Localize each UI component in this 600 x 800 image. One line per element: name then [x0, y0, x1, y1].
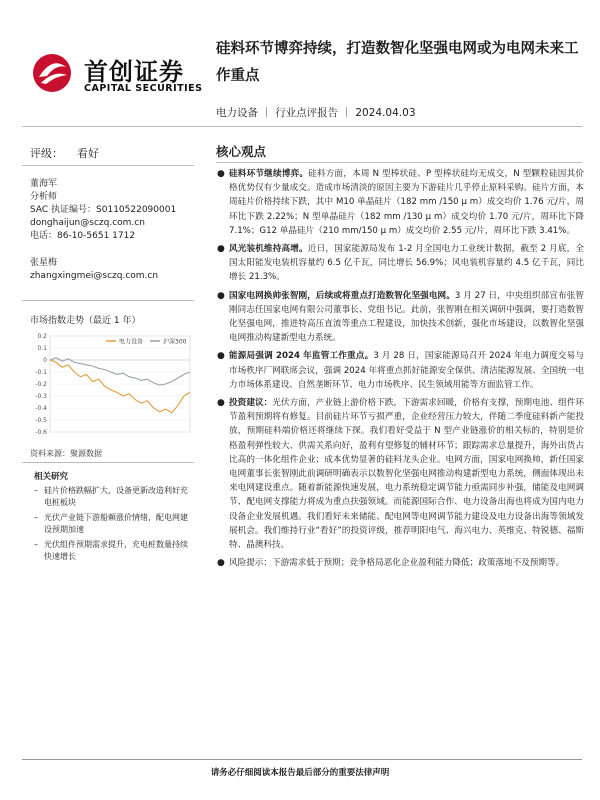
y-tick-label: -0.1	[35, 369, 47, 376]
y-tick-label: -0.6	[35, 429, 47, 436]
disclaimer: 请务必仔细阅读本报告最后部分的重要法律声明	[210, 768, 390, 778]
bullet-head: 风光装机维持高增。	[229, 244, 308, 255]
bullet-capacity	[216, 242, 584, 285]
bullet-head: 能源局强调 2024 年监管工作重点。	[229, 351, 374, 362]
report-type: 行业点评报告	[275, 107, 339, 119]
analyst-name: 张星梅	[30, 258, 58, 268]
related-item[interactable]: – 光伏组件预期需求提升，充电桩数量持续快速增长	[34, 539, 192, 563]
brand-name-en: CAPITAL SECURITIES	[84, 83, 203, 94]
bullet-head: 硅料环节继续博弈。	[229, 169, 309, 179]
analyst-phone: 电话：86-10-5651 1712	[30, 231, 136, 241]
report-meta: 电力设备 ｜ 行业点评报告 ｜ 2024.04.03	[216, 107, 416, 119]
bullet-icon: ●	[217, 169, 225, 179]
header-divider	[22, 126, 582, 127]
y-tick-label: -0.5	[35, 417, 47, 424]
bullet-regulation	[216, 349, 584, 392]
y-tick-label: -0.2	[35, 381, 47, 388]
bullet-supply	[216, 167, 584, 238]
rating-label: 评级：	[30, 147, 63, 160]
rating-value: 看好	[77, 147, 99, 160]
y-tick-label: 0.1	[37, 345, 47, 352]
core-title: 核心观点	[216, 144, 267, 159]
report-title: 硅料环节博弈持续，打造数智化坚强电网或为电网未来工作重点	[216, 41, 579, 84]
bullet-icon: ●	[217, 351, 225, 362]
related-item[interactable]: – 硅片价格跌幅扩大，设备更新改造利好充电桩板块	[34, 485, 192, 509]
series-line-index	[50, 358, 190, 386]
y-tick-label: 0.2	[37, 333, 47, 340]
analyst-email: zhangxingmei@sczq.com.cn	[30, 271, 159, 281]
report-date: 2024.04.03	[355, 107, 416, 119]
bullet-icon: ●	[217, 244, 225, 255]
rating	[30, 145, 113, 161]
bullet-body: 3 月 27 日，中央组织部宣布张智刚同志任国家电网有限公司董事长、党组书记。此前，张智刚在相关调研中强调，要打造数智化坚强电网，推进特高压直流等重点工程建设，加快技术创新，强化市场建设，以数智化坚强电网推动构建新型电力系统。	[229, 290, 584, 344]
analyst-2	[30, 257, 158, 283]
source-divider	[22, 462, 194, 463]
analyst-email: donghaijun@sczq.com.cn	[30, 218, 145, 228]
series-line-sector	[50, 360, 190, 413]
market-index-chart	[26, 330, 194, 438]
related-item[interactable]: – 光伏产业链下游船頼涨价情绪，配电网建设预期加速	[34, 512, 192, 536]
y-tick-label: -0.3	[35, 393, 47, 400]
analyst-divider	[22, 300, 194, 301]
bullet-icon: ●	[217, 290, 225, 301]
bullet-icon: ●	[217, 398, 225, 409]
analyst-license: SAC 执证编号：S0110522090001	[30, 205, 177, 215]
related-title: 相关研究	[34, 472, 69, 482]
core-bullets	[216, 167, 584, 574]
industry: 电力设备	[216, 107, 258, 119]
bullet-body: 光伏方面，产业链上游价格下跌，下游需求回暖，价格有支撑，预期电池、组件环节盈利预期将有修复。目前硅片环节亏损严重，企业经营压力较大，伴随二季度硅料新产能投放，预期硅料端价格还将继续下探。我们看好受益于 N 型产业链涨价的相关标的，特别是价格盈利弹性较大、供需关系向好，盈利有望修复的辅材环节；跟踪需求总量提升，海外出货占比高的一体化组件企业；成本优势显著的硅料龙头企业。电网方面，国家电网换帅，新任国家电网董事长张智刚此前调研明确表示以数智化坚强电网推动构建新型电力系统，侧面体现出未来电网建设重点。随着新能源快速发展，电力系统稳定调节能力亟需同步补强，储能及电网调节、配电网支撑能力将成为重点扶强领域。而能源国际合作、电力设备出海也将成为国内电力设备企业发展机遇。我们看好未来储能、配电网等电网调节能力建设及电力设备出海等领域发展机会。我们维持行业“看好”的投资评级，推荐明阳电气、海兴电力、英维克、特锐德、福斯特、晶澳科技。	[229, 398, 584, 551]
legend-label: 电力设备	[119, 338, 144, 346]
brand-name-cn: 首创证券	[84, 58, 184, 86]
bullet-risk	[216, 556, 584, 570]
analyst-name: 董海军	[30, 179, 58, 189]
chart-title: 市场指数走势（最近 1 年）	[30, 316, 141, 326]
rating-divider	[22, 165, 194, 166]
analyst-role: 分析师	[30, 192, 58, 202]
bullet-investment	[216, 396, 584, 552]
bullet-body: 近日，国家能源局发布 1-2 月全国电力工业统计数据，截至 2 月底，全国太阳能发电装机容量约 6.5 亿千瓦，同比增长 56.9%；风电装机容量约 4.5 亿千瓦，同比增长 21.3%。	[229, 244, 584, 283]
y-tick-label: -0.4	[35, 405, 47, 412]
bullet-body: 硅料方面，本周 N 型棒状硅、P 型棒状硅均无成交，N 型颗粒硅因其价格优势仅有少量成交。造成市场清淡的原因主要为下游硅片几乎停止原料采购。硅片方面，本周硅片价格持续下跌，其中 M10 单晶硅片（182 mm /150 μ m）成交均价 1.76 元/片，周环比下跌 2.22%；N 型单晶硅片（182 mm /130 μ m）成交均价 1.70 元/片，周环比下降 7.1%；G12 单晶硅片（210 mm/150 μ m）成交均价 2.55 元/片，周环比下跌 3.41%。	[229, 169, 584, 236]
bullet-grid	[216, 289, 584, 346]
related-list	[34, 485, 192, 566]
bullet-head: 国家电网换帅张智刚，后续或将重点打造数智化坚强电网。	[229, 290, 455, 301]
core-divider	[216, 162, 582, 163]
analyst-1	[30, 178, 176, 243]
bullet-icon: ●	[217, 558, 225, 569]
bullet-head: 投资建议：	[229, 398, 273, 409]
footer-divider	[22, 759, 582, 760]
logo-mark-icon	[33, 54, 71, 92]
bullet-body: 3 月 28 日，国家能源局召开 2024 年电力调度交易与市场秩序厂网联席会议，强调 2024 年将重点抓好能源安全保供、清洁能源发展、全国统一电力市场体系建设、自然垄断环节、电力市场秩序、民生领域用能等方面监管工作。	[229, 351, 584, 390]
chart-source: 资料来源：聚源数据	[30, 449, 102, 458]
y-tick-label: 0	[43, 357, 47, 364]
bullet-body: 风险提示：下游需求低于预期；竞争格局恶化企业盈利能力降低；政策落地不及预期等。	[229, 558, 565, 569]
legend-label: 沪深300	[163, 338, 187, 346]
